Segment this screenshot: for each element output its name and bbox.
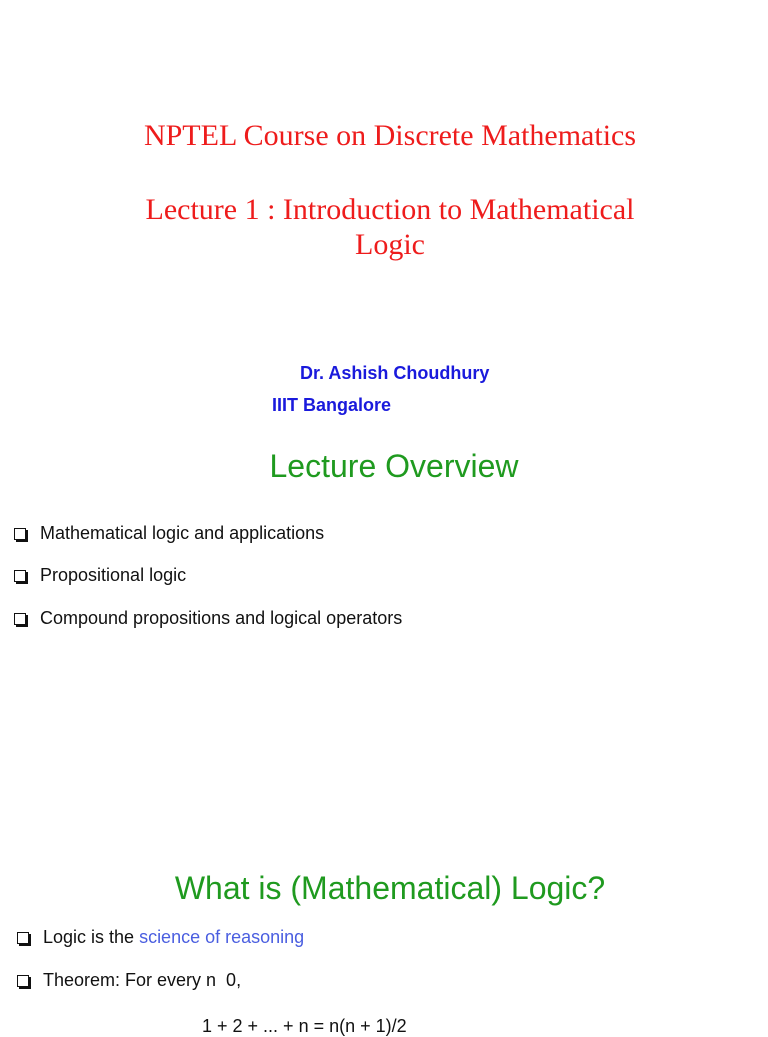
checkbox-bullet-icon [17,975,29,987]
checkbox-bullet-icon [14,528,26,540]
author-name: Dr. Ashish Choudhury [300,363,490,383]
bullet-text: Mathematical logic and applications [40,523,325,543]
bullet-text: Compound propositions and logical operators [40,608,403,628]
checkbox-bullet-icon [14,613,26,625]
lecture-title-line1: Lecture 1 : Introduction to Mathematical [145,193,635,226]
checkbox-bullet-icon [17,932,29,944]
bullet-text: Propositional logic [40,565,187,585]
lecture-title-line2: Logic [355,228,425,261]
bullet-text-prefix: Logic is the [43,927,140,947]
logic-title: What is (Mathematical) Logic? [174,870,606,906]
science-of-reasoning-highlight: science of reasoning [139,927,305,947]
overview-bullet [14,565,186,586]
institute-name: IIIT Bangalore [272,395,392,415]
bullet-text: Theorem: For every n 0, [43,970,242,990]
overview-title: Lecture Overview [269,448,519,484]
logic-bullet [17,927,304,948]
formula-partial: 1 + 2 + ... + n = n(n + 1)/2 [202,1016,407,1036]
course-title: NPTEL Course on Discrete Mathematics [143,119,637,152]
logic-bullet [17,970,241,991]
checkbox-bullet-icon [14,570,26,582]
overview-bullet [14,608,402,629]
overview-bullet [14,523,324,544]
